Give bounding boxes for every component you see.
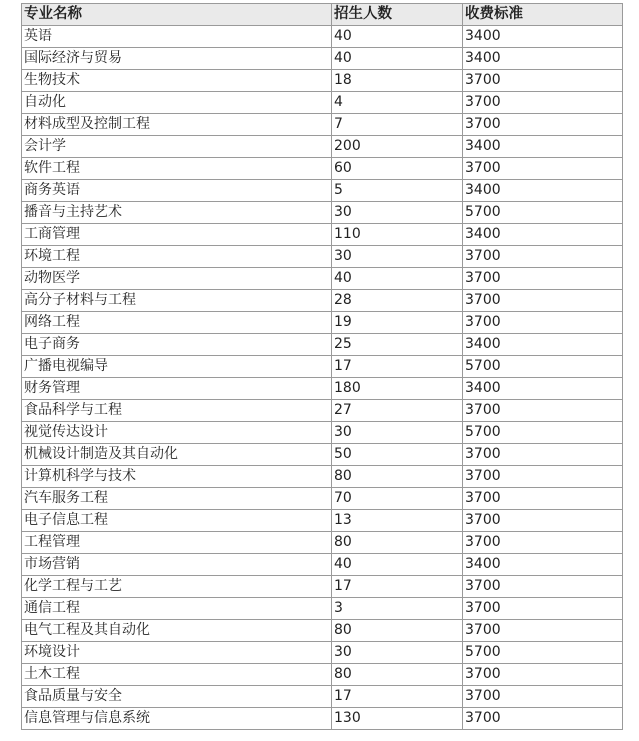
table-row: [22, 268, 623, 290]
fee-cell: 5700: [463, 422, 623, 444]
fee-cell: 3700: [463, 92, 623, 114]
enrollment-cell: 3: [332, 598, 463, 620]
table-row: [22, 202, 623, 224]
major-cell: 机械设计制造及其自动化: [22, 444, 332, 466]
table-row: [22, 70, 623, 92]
fee-cell: 3700: [463, 70, 623, 92]
table-row: [22, 532, 623, 554]
major-cell: 信息管理与信息系统: [22, 708, 332, 730]
major-cell: 工程管理: [22, 532, 332, 554]
fee-cell: 3700: [463, 158, 623, 180]
major-cell: 环境工程: [22, 246, 332, 268]
enrollment-cell: 30: [332, 422, 463, 444]
fee-cell: 3700: [463, 114, 623, 136]
major-cell: 材料成型及控制工程: [22, 114, 332, 136]
major-cell: 电子商务: [22, 334, 332, 356]
major-cell: 生物技术: [22, 70, 332, 92]
fee-cell: 3700: [463, 708, 623, 730]
enrollment-cell: 17: [332, 686, 463, 708]
major-cell: 土木工程: [22, 664, 332, 686]
header-major: 专业名称: [22, 4, 332, 26]
enrollment-cell: 40: [332, 268, 463, 290]
table-row: [22, 554, 623, 576]
major-cell: 工商管理: [22, 224, 332, 246]
major-cell: 电气工程及其自动化: [22, 620, 332, 642]
fee-cell: 3700: [463, 510, 623, 532]
major-cell: 通信工程: [22, 598, 332, 620]
enrollment-cell: 18: [332, 70, 463, 92]
enrollment-cell: 80: [332, 532, 463, 554]
enrollment-cell: 180: [332, 378, 463, 400]
major-cell: 播音与主持艺术: [22, 202, 332, 224]
table-row: [22, 136, 623, 158]
enrollment-cell: 40: [332, 26, 463, 48]
fee-cell: 3700: [463, 246, 623, 268]
table-row: [22, 26, 623, 48]
enrollment-cell: 50: [332, 444, 463, 466]
fee-cell: 3700: [463, 312, 623, 334]
table-row: [22, 510, 623, 532]
table-row: [22, 708, 623, 730]
table-row: [22, 48, 623, 70]
fee-cell: 3700: [463, 444, 623, 466]
major-cell: 动物医学: [22, 268, 332, 290]
table-row: [22, 378, 623, 400]
major-cell: 视觉传达设计: [22, 422, 332, 444]
enrollment-cell: 40: [332, 554, 463, 576]
enrollment-cell: 7: [332, 114, 463, 136]
enrollment-cell: 60: [332, 158, 463, 180]
enrollment-cell: 4: [332, 92, 463, 114]
table-row: [22, 158, 623, 180]
enrollment-cell: 17: [332, 356, 463, 378]
table-body: [22, 26, 623, 730]
major-cell: 食品科学与工程: [22, 400, 332, 422]
table-row: [22, 356, 623, 378]
enrollment-table: [21, 3, 623, 730]
table-row: [22, 642, 623, 664]
enrollment-cell: 5: [332, 180, 463, 202]
table-row: [22, 444, 623, 466]
fee-cell: 3400: [463, 224, 623, 246]
fee-cell: 3700: [463, 268, 623, 290]
enrollment-cell: 17: [332, 576, 463, 598]
fee-cell: 5700: [463, 642, 623, 664]
fee-cell: 3700: [463, 532, 623, 554]
fee-cell: 3400: [463, 26, 623, 48]
enrollment-cell: 27: [332, 400, 463, 422]
enrollment-cell: 70: [332, 488, 463, 510]
fee-cell: 3700: [463, 598, 623, 620]
major-cell: 软件工程: [22, 158, 332, 180]
header-enrollment: 招生人数: [332, 4, 463, 26]
enrollment-cell: 19: [332, 312, 463, 334]
table-row: [22, 466, 623, 488]
table-header: [22, 4, 623, 26]
enrollment-cell: 80: [332, 664, 463, 686]
header-row: [22, 4, 623, 26]
table-row: [22, 422, 623, 444]
fee-cell: 3700: [463, 290, 623, 312]
fee-cell: 3400: [463, 180, 623, 202]
enrollment-cell: 80: [332, 466, 463, 488]
fee-cell: 3700: [463, 400, 623, 422]
enrollment-cell: 30: [332, 642, 463, 664]
major-cell: 食品质量与安全: [22, 686, 332, 708]
table-row: [22, 92, 623, 114]
major-cell: 化学工程与工艺: [22, 576, 332, 598]
fee-cell: 3700: [463, 488, 623, 510]
fee-cell: 3700: [463, 664, 623, 686]
table-row: [22, 598, 623, 620]
fee-cell: 3700: [463, 686, 623, 708]
major-cell: 市场营销: [22, 554, 332, 576]
enrollment-cell: 25: [332, 334, 463, 356]
table-row: [22, 664, 623, 686]
major-cell: 环境设计: [22, 642, 332, 664]
header-fee: 收费标准: [463, 4, 623, 26]
major-cell: 财务管理: [22, 378, 332, 400]
fee-cell: 3700: [463, 576, 623, 598]
major-cell: 会计学: [22, 136, 332, 158]
fee-cell: 3700: [463, 620, 623, 642]
major-cell: 广播电视编导: [22, 356, 332, 378]
fee-cell: 3400: [463, 554, 623, 576]
major-cell: 自动化: [22, 92, 332, 114]
enrollment-cell: 30: [332, 246, 463, 268]
enrollment-cell: 13: [332, 510, 463, 532]
table-row: [22, 290, 623, 312]
major-cell: 商务英语: [22, 180, 332, 202]
table-row: [22, 224, 623, 246]
table-row: [22, 576, 623, 598]
fee-cell: 5700: [463, 202, 623, 224]
major-cell: 国际经济与贸易: [22, 48, 332, 70]
enrollment-cell: 200: [332, 136, 463, 158]
major-cell: 高分子材料与工程: [22, 290, 332, 312]
fee-cell: 5700: [463, 356, 623, 378]
table-row: [22, 400, 623, 422]
table-row: [22, 488, 623, 510]
major-cell: 计算机科学与技术: [22, 466, 332, 488]
table-row: [22, 334, 623, 356]
major-cell: 网络工程: [22, 312, 332, 334]
table-row: [22, 246, 623, 268]
major-cell: 汽车服务工程: [22, 488, 332, 510]
enrollment-cell: 110: [332, 224, 463, 246]
table-row: [22, 620, 623, 642]
fee-cell: 3400: [463, 48, 623, 70]
table-row: [22, 114, 623, 136]
table-row: [22, 180, 623, 202]
fee-cell: 3400: [463, 334, 623, 356]
enrollment-cell: 30: [332, 202, 463, 224]
fee-cell: 3700: [463, 466, 623, 488]
table-row: [22, 686, 623, 708]
fee-cell: 3400: [463, 136, 623, 158]
table-row: [22, 312, 623, 334]
enrollment-cell: 40: [332, 48, 463, 70]
enrollment-cell: 130: [332, 708, 463, 730]
major-cell: 电子信息工程: [22, 510, 332, 532]
fee-cell: 3400: [463, 378, 623, 400]
major-cell: 英语: [22, 26, 332, 48]
enrollment-cell: 28: [332, 290, 463, 312]
enrollment-cell: 80: [332, 620, 463, 642]
